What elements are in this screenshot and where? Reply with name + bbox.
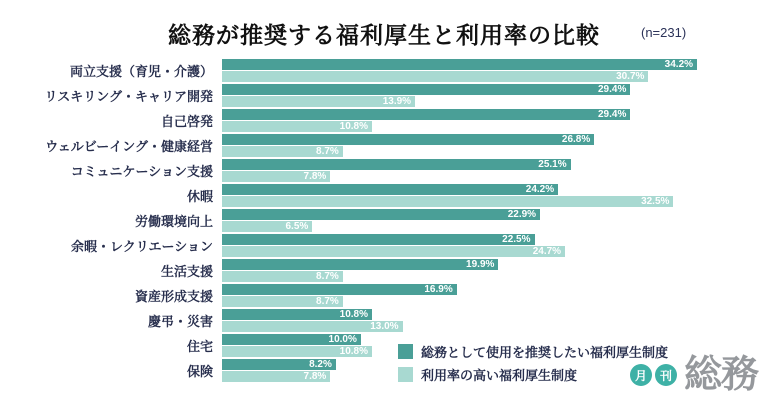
bar-pair	[222, 109, 768, 132]
legend	[398, 341, 668, 387]
chart-row	[0, 84, 768, 107]
usage-bar	[222, 196, 673, 207]
chart-row	[0, 309, 768, 332]
recommended-value: 24.2%	[525, 184, 555, 195]
logo-circle-month: 月	[630, 364, 652, 386]
usage-bar	[222, 171, 330, 182]
recommended-bar	[222, 309, 372, 320]
gekkan-soumu-logo	[630, 356, 758, 394]
category-label: ウェルビーイング・健康経営	[45, 139, 213, 154]
usage-value: 13.9%	[382, 96, 412, 107]
recommended-bar	[222, 84, 630, 95]
category-label: 休暇	[186, 189, 213, 204]
usage-value: 8.7%	[316, 296, 339, 307]
usage-value: 10.8%	[339, 346, 368, 357]
bar-pair	[222, 84, 768, 107]
usage-bar	[222, 121, 372, 132]
bar-pair	[222, 134, 768, 157]
legend-label-recommended: 総務として使用を推奨したい福利厚生制度	[421, 344, 669, 360]
recommended-value: 16.9%	[424, 284, 453, 295]
category-label: 余暇・レクリエーション	[71, 239, 213, 254]
recommended-bar	[222, 234, 535, 245]
chart-row	[0, 234, 768, 257]
usage-value: 24.7%	[532, 246, 562, 257]
recommended-value: 8.2%	[309, 359, 332, 370]
bar-pair	[222, 234, 768, 257]
chart-row	[0, 209, 768, 232]
legend-item-usage	[398, 364, 668, 384]
usage-bar	[222, 71, 648, 82]
recommended-bar	[222, 109, 630, 120]
category-label: 慶弔・災害	[147, 314, 213, 329]
usage-value: 6.5%	[285, 221, 309, 232]
usage-value: 7.8%	[303, 371, 327, 382]
chart-row	[0, 284, 768, 307]
recommended-bar	[222, 59, 697, 70]
recommended-value: 29.4%	[598, 84, 627, 95]
category-label: 保険	[186, 364, 213, 379]
legend-item-recommended	[398, 341, 668, 361]
chart-title: 総務が推奨する福利厚生と利用率の比較	[168, 22, 600, 48]
usage-bar	[222, 296, 343, 307]
usage-bar	[222, 321, 403, 332]
chart-row	[0, 134, 768, 157]
usage-value: 30.7%	[616, 71, 645, 82]
bar-pair	[222, 309, 768, 332]
recommended-value: 25.1%	[538, 159, 567, 170]
category-label: 資産形成支援	[134, 289, 213, 304]
usage-swatch	[398, 367, 413, 382]
usage-bar	[222, 371, 330, 382]
category-label: 住宅	[186, 339, 213, 354]
recommended-value: 22.5%	[502, 234, 531, 245]
bar-chart	[0, 59, 768, 384]
recommended-bar	[222, 334, 361, 345]
bar-pair	[222, 284, 768, 307]
recommended-bar	[222, 159, 571, 170]
logo-circle-kan: 刊	[655, 364, 677, 386]
recommended-value: 10.0%	[328, 334, 357, 345]
usage-value: 13.0%	[370, 321, 399, 332]
recommended-bar	[222, 184, 558, 195]
recommended-bar	[222, 284, 457, 295]
category-label: リスキリング・キャリア開発	[44, 89, 213, 104]
chart-header	[0, 14, 768, 54]
category-label: コミュニケーション支援	[70, 164, 213, 179]
chart-row	[0, 159, 768, 182]
usage-value: 10.8%	[339, 121, 368, 132]
usage-bar	[222, 221, 312, 232]
usage-value: 7.8%	[303, 171, 327, 182]
recommended-value: 19.9%	[466, 259, 495, 270]
recommended-value: 10.8%	[339, 309, 368, 320]
chart-rows	[0, 59, 768, 382]
sample-size-label: (n=231)	[641, 25, 687, 40]
chart-row	[0, 184, 768, 207]
bar-pair	[222, 184, 768, 207]
usage-value: 8.7%	[316, 146, 339, 157]
usage-bar	[222, 271, 343, 282]
usage-bar	[222, 146, 343, 157]
chart-row	[0, 59, 768, 82]
usage-value: 32.5%	[641, 196, 670, 207]
chart-row	[0, 109, 768, 132]
recommended-bar	[222, 359, 336, 370]
recommended-value: 22.9%	[507, 209, 537, 220]
recommended-swatch	[398, 344, 413, 359]
bar-pair	[222, 259, 768, 282]
chart-row	[0, 259, 768, 282]
category-label: 生活支援	[160, 264, 213, 279]
usage-bar	[222, 346, 372, 357]
category-label: 労働環境向上	[134, 214, 213, 229]
category-label: 自己啓発	[160, 114, 213, 129]
recommended-bar	[222, 134, 594, 145]
usage-bar	[222, 246, 565, 257]
bar-pair	[222, 209, 768, 232]
recommended-bar	[222, 209, 540, 220]
bar-pair	[222, 59, 768, 82]
usage-value: 8.7%	[316, 271, 339, 282]
recommended-value: 26.8%	[561, 134, 591, 145]
bar-pair	[222, 159, 768, 182]
recommended-bar	[222, 259, 498, 270]
logo-wordmark: 総務	[683, 354, 758, 396]
recommended-value: 29.4%	[598, 109, 627, 120]
category-label: 両立支援（育児・介護）	[69, 64, 213, 79]
usage-bar	[222, 96, 415, 107]
legend-label-usage: 利用率の高い福利厚生制度	[421, 367, 578, 383]
recommended-value: 34.2%	[664, 59, 694, 70]
